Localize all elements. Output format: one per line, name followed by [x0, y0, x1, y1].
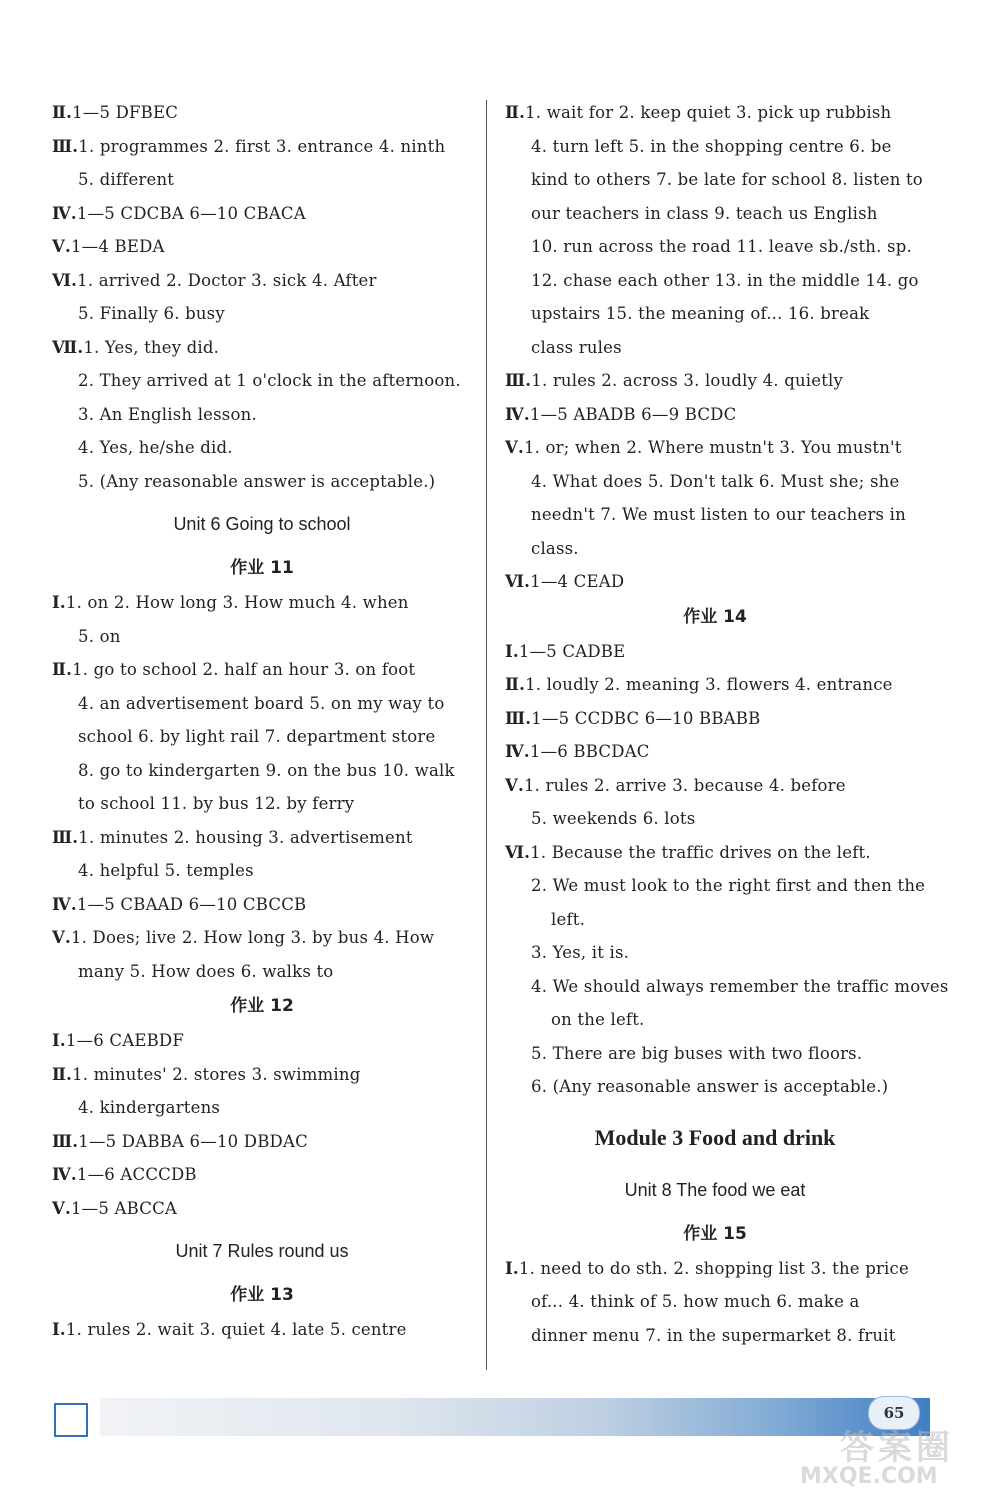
unit-heading: Unit 6 Going to school	[173, 514, 351, 534]
section-numeral: Ⅲ.	[52, 1131, 79, 1151]
answer-line	[52, 1192, 472, 1226]
watermark	[790, 1420, 995, 1495]
section-numeral: Ⅵ.	[505, 842, 531, 862]
section-numeral: Ⅴ.	[52, 1198, 71, 1218]
answer-text: 1. arrived 2. Doctor 3. sick 4. After	[77, 270, 377, 290]
answer-continuation: 4. turn left 5. in the shopping centre 6. be	[531, 136, 892, 156]
section-numeral: Ⅳ.	[52, 894, 77, 914]
answer-text: 1. Does; live 2. How long 3. by bus 4. How	[70, 928, 435, 947]
answer-text: 1—5 CBAAD 6—10 CBCCB	[76, 894, 307, 914]
answer-text: 1—6 ACCCDB	[76, 1165, 197, 1184]
answer-text: 1—5 DFBEC	[72, 103, 179, 122]
answer-line	[505, 565, 925, 599]
section-numeral: Ⅰ.	[52, 1320, 66, 1339]
answer-line	[52, 1158, 472, 1192]
module-heading: Module 3 Food and drink	[594, 1124, 836, 1150]
answer-continuation: 5. There are big buses with two floors.	[531, 1043, 863, 1063]
answer-continuation: 5. (Any reasonable answer is acceptable.)	[78, 471, 436, 491]
section-numeral: Ⅵ.	[505, 572, 531, 591]
answer-line	[52, 130, 472, 164]
section-numeral: Ⅱ.	[505, 675, 526, 694]
answer-continuation: our teachers in class 9. teach us English	[531, 203, 878, 223]
answer-line	[505, 702, 925, 736]
homework-heading: 作业 12	[230, 996, 294, 1016]
answer-continuation: 4. We should always remember the traffic moves	[531, 976, 949, 996]
section-numeral: Ⅴ.	[52, 928, 71, 947]
section-numeral: Ⅲ.	[505, 371, 532, 390]
unit-heading: Unit 8 The food we eat	[624, 1179, 806, 1200]
homework-heading: 作业 11	[230, 558, 294, 578]
section-numeral: Ⅱ.	[52, 103, 73, 122]
section-numeral: Ⅰ.	[52, 593, 66, 612]
answer-line	[505, 635, 925, 669]
answer-line	[52, 264, 472, 298]
answer-continuation: class rules	[531, 337, 622, 357]
answer-line	[52, 197, 472, 231]
answer-text: 1—5 ABCCA	[70, 1198, 178, 1218]
section-numeral: Ⅰ.	[52, 1031, 66, 1050]
answer-line	[52, 921, 472, 955]
answer-text: 1. rules 2. arrive 3. because 4. before	[523, 775, 846, 795]
answer-continuation: upstairs 15. the meaning of... 16. break	[531, 304, 870, 323]
answer-continuation: 4. an advertisement board 5. on my way to	[78, 693, 445, 713]
answer-continuation: on the left.	[551, 1010, 645, 1029]
answer-continuation: 4. What does 5. Don't talk 6. Must she; she	[531, 471, 900, 491]
answer-text: 1. on 2. How long 3. How much 4. when	[65, 593, 409, 612]
page-number: 65	[868, 1396, 920, 1430]
answer-text: 1. or; when 2. Where mustn't 3. You mustn't	[523, 438, 902, 457]
answer-line	[52, 888, 472, 922]
answer-line	[505, 364, 925, 398]
section-numeral: Ⅵ.	[52, 270, 78, 290]
answer-line	[505, 735, 925, 769]
answer-continuation: 3. An English lesson.	[78, 404, 257, 424]
answer-continuation: kind to others 7. be late for school 8. listen to	[531, 170, 923, 189]
unit-heading: Unit 7 Rules round us	[175, 1241, 349, 1261]
answer-text: 1—4 CEAD	[530, 572, 625, 591]
answer-continuation: 5. Finally 6. busy	[78, 304, 225, 323]
section-numeral: Ⅱ.	[52, 660, 73, 679]
section-numeral: Ⅶ.	[52, 337, 84, 357]
section-numeral: Ⅳ.	[52, 203, 77, 223]
answer-continuation: 12. chase each other 13. in the middle 14. go	[531, 270, 919, 290]
answer-line	[52, 1058, 472, 1092]
answer-continuation: 5. weekends 6. lots	[531, 809, 696, 828]
answer-continuation: 6. (Any reasonable answer is acceptable.)	[531, 1077, 889, 1096]
answer-line	[52, 586, 472, 620]
section-numeral: Ⅴ.	[505, 438, 524, 457]
answer-text: 1. minutes' 2. stores 3. swimming	[72, 1064, 361, 1084]
answer-continuation: 8. go to kindergarten 9. on the bus 10. walk	[78, 760, 455, 780]
answer-text: 1. need to do sth. 2. shopping list 3. the price	[518, 1258, 909, 1278]
answer-line	[505, 769, 925, 803]
answer-continuation: 4. helpful 5. temples	[78, 861, 254, 880]
answer-text: 1. loudly 2. meaning 3. flowers 4. entrance	[525, 675, 893, 694]
answer-text: 1. rules 2. across 3. loudly 4. quietly	[531, 371, 844, 390]
answer-text: 1. programmes 2. first 3. entrance 4. ninth	[78, 136, 446, 156]
answer-text: 1—6 BBCDAC	[529, 742, 650, 761]
answer-continuation: needn't 7. We must listen to our teachers in	[531, 505, 906, 524]
answer-continuation: 5. on	[78, 626, 121, 646]
answer-continuation: to school 11. by bus 12. by ferry	[78, 794, 355, 813]
section-numeral: Ⅲ.	[52, 136, 79, 156]
answer-line	[52, 331, 472, 365]
answer-text: 1—5 CADBE	[518, 641, 626, 661]
answer-line	[505, 1252, 925, 1286]
answer-continuation: 5. different	[78, 170, 175, 189]
answer-text: 1. Yes, they did.	[83, 337, 220, 357]
homework-heading: 作业 14	[683, 606, 747, 627]
section-numeral: Ⅳ.	[505, 404, 530, 424]
answer-line	[52, 96, 472, 130]
watermark-cn: 答案圈	[840, 1428, 954, 1468]
answer-continuation: dinner menu 7. in the supermarket 8. fruit	[531, 1325, 896, 1345]
answer-text: 1. wait for 2. keep quiet 3. pick up rubbish	[525, 103, 892, 122]
answer-text: 1—5 ABADB 6—9 BCDC	[529, 404, 737, 424]
section-numeral: Ⅱ.	[505, 103, 526, 122]
section-numeral: Ⅳ.	[52, 1165, 77, 1184]
answer-line	[52, 821, 472, 855]
answer-text: 1—5 CCDBC 6—10 BBABB	[531, 708, 761, 728]
answer-line	[52, 1313, 472, 1347]
answer-text: 1—5 CDCBA 6—10 CBACA	[76, 203, 306, 223]
homework-heading: 作业 15	[683, 1223, 747, 1244]
homework-heading: 作业 13	[230, 1285, 294, 1305]
answer-continuation: 4. Yes, he/she did.	[78, 438, 233, 457]
answer-text: 1—5 DABBA 6—10 DBDAC	[78, 1131, 308, 1151]
section-numeral: Ⅳ.	[505, 742, 530, 761]
section-numeral: Ⅱ.	[52, 1064, 73, 1084]
answer-continuation: 10. run across the road 11. leave sb./sth. sp.	[531, 237, 912, 256]
answer-text: 1—6 CAEBDF	[65, 1031, 185, 1050]
answer-line	[52, 653, 472, 687]
answer-continuation: of... 4. think of 5. how much 6. make a	[531, 1292, 860, 1311]
section-numeral: Ⅰ.	[505, 1258, 519, 1278]
answer-continuation: 3. Yes, it is.	[531, 943, 630, 962]
answer-line	[52, 1024, 472, 1058]
answer-continuation: many 5. How does 6. walks to	[78, 961, 334, 981]
answer-line	[52, 1125, 472, 1159]
watermark-en: MXQE.COM	[800, 1464, 938, 1489]
answer-text: 1. rules 2. wait 3. quiet 4. late 5. centre	[65, 1320, 407, 1339]
answer-continuation: left.	[551, 909, 586, 929]
section-numeral: Ⅲ.	[505, 708, 532, 728]
answer-continuation: class.	[531, 538, 579, 558]
answer-continuation: school 6. by light rail 7. department store	[78, 727, 436, 746]
column-divider	[486, 100, 487, 1370]
answer-line	[505, 668, 925, 702]
answer-text: 1. go to school 2. half an hour 3. on foot	[72, 660, 416, 679]
section-numeral: Ⅴ.	[505, 775, 524, 795]
answer-line	[505, 96, 925, 130]
answer-text: 1. Because the traffic drives on the left.	[530, 842, 871, 862]
answer-line	[505, 836, 925, 870]
left-column	[52, 96, 472, 1347]
answer-text: 1. minutes 2. housing 3. advertisement	[78, 827, 413, 847]
answer-continuation: 2. We must look to the right first and then the	[531, 876, 926, 895]
answer-line	[505, 431, 925, 465]
answer-line	[52, 230, 472, 264]
answer-text: 1—4 BEDA	[70, 237, 165, 256]
answer-continuation: 4. kindergartens	[78, 1098, 221, 1117]
section-numeral: Ⅲ.	[52, 827, 79, 847]
answer-line	[505, 398, 925, 432]
answer-continuation: 2. They arrived at 1 o'clock in the afternoon.	[78, 371, 461, 390]
section-numeral: Ⅴ.	[52, 237, 71, 256]
right-column	[505, 96, 949, 1352]
footer-box	[54, 1403, 88, 1437]
section-numeral: Ⅰ.	[505, 641, 519, 661]
